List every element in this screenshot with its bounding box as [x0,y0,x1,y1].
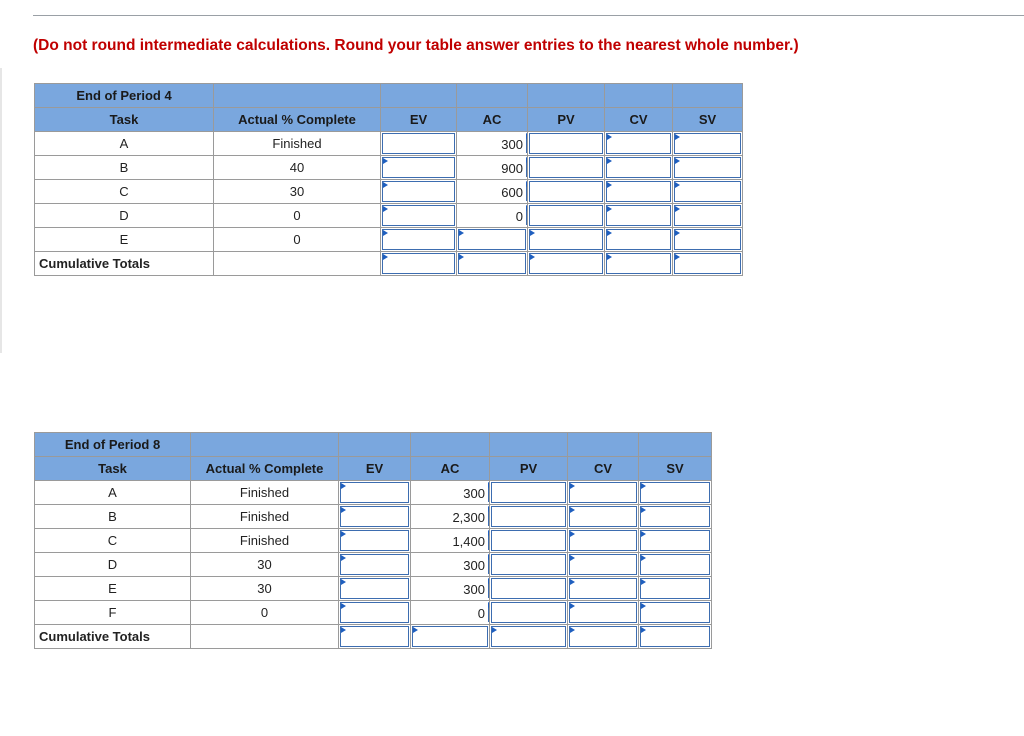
flag-icon [341,627,346,633]
pv-input[interactable] [490,481,568,505]
pv-input[interactable] [490,529,568,553]
flag-icon [641,627,646,633]
flag-icon [675,158,680,164]
ac-cell: 300 [411,481,490,505]
col-header-pv: PV [528,108,605,132]
col-header-sv: SV [639,457,712,481]
cv-input[interactable] [605,204,673,228]
flag-icon [607,182,612,188]
flag-icon [607,158,612,164]
task-cell: B [35,505,191,529]
flag-icon [641,483,646,489]
task-cell: D [35,553,191,577]
ac-cell: 600 [457,180,528,204]
cv-input[interactable] [605,156,673,180]
flag-icon [383,230,388,236]
flag-icon [341,531,346,537]
flag-icon [341,579,346,585]
sv-input[interactable] [639,529,712,553]
instruction-text: (Do not round intermediate calculations. Round your table answer entries to the nearest whole number.) [33,37,799,54]
ev-input[interactable] [381,180,457,204]
flag-icon [530,254,535,260]
pct-cell: 30 [191,553,339,577]
table-row [35,601,712,625]
flag-icon [570,507,575,513]
flag-icon [492,627,497,633]
cv-input[interactable] [568,601,639,625]
cv-input[interactable] [568,505,639,529]
flag-icon [641,603,646,609]
ac-cell: 300 [411,577,490,601]
flag-icon [570,555,575,561]
task-cell: F [35,601,191,625]
ev-input[interactable] [381,204,457,228]
ac-cell: 1,400 [411,529,490,553]
task-cell: A [35,481,191,505]
table-row [35,577,712,601]
pv-input[interactable] [490,601,568,625]
ac-total-input[interactable] [457,252,528,276]
pv-input[interactable] [528,180,605,204]
flag-icon [413,627,418,633]
pct-cell: Finished [191,481,339,505]
flag-icon [341,555,346,561]
cv-input[interactable] [605,132,673,156]
col-header-sv: SV [673,108,743,132]
table-row [35,481,712,505]
task-cell: C [35,529,191,553]
flag-icon [675,134,680,140]
totals-label: Cumulative Totals [35,252,214,276]
sv-input[interactable] [673,228,743,252]
ev-input[interactable] [339,601,411,625]
col-header-ac: AC [457,108,528,132]
col-header-pv: PV [490,457,568,481]
sv-input[interactable] [639,481,712,505]
sv-input[interactable] [639,577,712,601]
flag-icon [570,531,575,537]
flag-icon [607,254,612,260]
sv-total-input[interactable] [673,252,743,276]
cv-input[interactable] [568,529,639,553]
pct-cell: 30 [214,180,381,204]
pct-cell: Finished [191,529,339,553]
col-header-pct: Actual % Complete [214,108,381,132]
col-header-ev: EV [381,108,457,132]
pv-input[interactable] [528,156,605,180]
ev-input[interactable] [381,156,457,180]
pv-total-input[interactable] [528,252,605,276]
top-divider [33,15,1024,16]
cv-total-input[interactable] [605,252,673,276]
sv-input[interactable] [639,505,712,529]
flag-icon [383,182,388,188]
table-row [35,553,712,577]
totals-label: Cumulative Totals [35,625,191,649]
flag-icon [641,555,646,561]
cv-total-input[interactable] [568,625,639,649]
col-header-ev: EV [339,457,411,481]
flag-icon [341,483,346,489]
flag-icon [641,579,646,585]
sv-input[interactable] [673,156,743,180]
pct-cell: Finished [214,132,381,156]
sv-input[interactable] [639,553,712,577]
flag-icon [341,507,346,513]
table-row [35,156,743,180]
sv-total-input[interactable] [639,625,712,649]
col-header-ac: AC [411,457,490,481]
flag-icon [675,254,680,260]
pv-input[interactable] [528,228,605,252]
table-header-row [35,108,743,132]
ev-input[interactable] [339,529,411,553]
cv-input[interactable] [568,481,639,505]
pv-input[interactable] [490,505,568,529]
ac-input[interactable] [457,228,528,252]
pct-cell: 0 [214,228,381,252]
flag-icon [641,531,646,537]
ac-cell: 0 [411,601,490,625]
cv-input[interactable] [605,180,673,204]
ev-input[interactable] [339,481,411,505]
flag-icon [570,603,575,609]
pct-cell: 0 [214,204,381,228]
pv-input[interactable] [490,553,568,577]
flag-icon [570,579,575,585]
col-header-cv: CV [605,108,673,132]
table-row [35,132,743,156]
pct-cell: 30 [191,577,339,601]
table-header-row [35,457,712,481]
ev-input[interactable] [339,505,411,529]
flag-icon [675,182,680,188]
task-cell: E [35,228,214,252]
ac-cell: 0 [457,204,528,228]
ev-input[interactable] [339,553,411,577]
sv-input[interactable] [673,132,743,156]
table-row [35,180,743,204]
ac-total-input[interactable] [411,625,490,649]
pv-total-input[interactable] [490,625,568,649]
ac-cell: 900 [457,156,528,180]
flag-icon [383,158,388,164]
flag-icon [675,230,680,236]
task-cell: B [35,156,214,180]
flag-icon [459,254,464,260]
ev-input[interactable] [339,577,411,601]
table-row [35,204,743,228]
pv-input[interactable] [528,132,605,156]
pct-cell: Finished [191,505,339,529]
col-header-pct: Actual % Complete [191,457,339,481]
flag-icon [641,507,646,513]
flag-icon [530,230,535,236]
pv-input[interactable] [528,204,605,228]
period-4-table [34,83,743,276]
pct-cell: 0 [191,601,339,625]
flag-icon [570,483,575,489]
table-title-row [35,433,712,457]
task-cell: D [35,204,214,228]
table-row [35,228,743,252]
totals-row [35,252,743,276]
col-header-cv: CV [568,457,639,481]
col-header-task: Task [35,457,191,481]
cv-input[interactable] [605,228,673,252]
task-cell: E [35,577,191,601]
table-title: End of Period 8 [35,433,191,457]
flag-icon [459,230,464,236]
task-cell: A [35,132,214,156]
period-8-table [34,432,712,649]
cv-input[interactable] [568,553,639,577]
ac-cell: 300 [411,553,490,577]
task-cell: C [35,180,214,204]
ev-total-input[interactable] [381,252,457,276]
table-title-row [35,84,743,108]
pv-input[interactable] [490,577,568,601]
flag-icon [675,206,680,212]
pct-cell: 40 [214,156,381,180]
ev-total-input[interactable] [339,625,411,649]
table-row [35,529,712,553]
ev-input[interactable] [381,132,457,156]
flag-icon [607,206,612,212]
ac-cell: 300 [457,132,528,156]
sv-input[interactable] [639,601,712,625]
flag-icon [341,603,346,609]
table-row [35,505,712,529]
table-title: End of Period 4 [35,84,214,108]
sv-input[interactable] [673,180,743,204]
sv-input[interactable] [673,204,743,228]
ev-input[interactable] [381,228,457,252]
totals-row [35,625,712,649]
left-scroll-edge [0,68,2,353]
ac-cell: 2,300 [411,505,490,529]
cv-input[interactable] [568,577,639,601]
flag-icon [607,134,612,140]
flag-icon [383,206,388,212]
flag-icon [383,254,388,260]
flag-icon [570,627,575,633]
col-header-task: Task [35,108,214,132]
flag-icon [607,230,612,236]
